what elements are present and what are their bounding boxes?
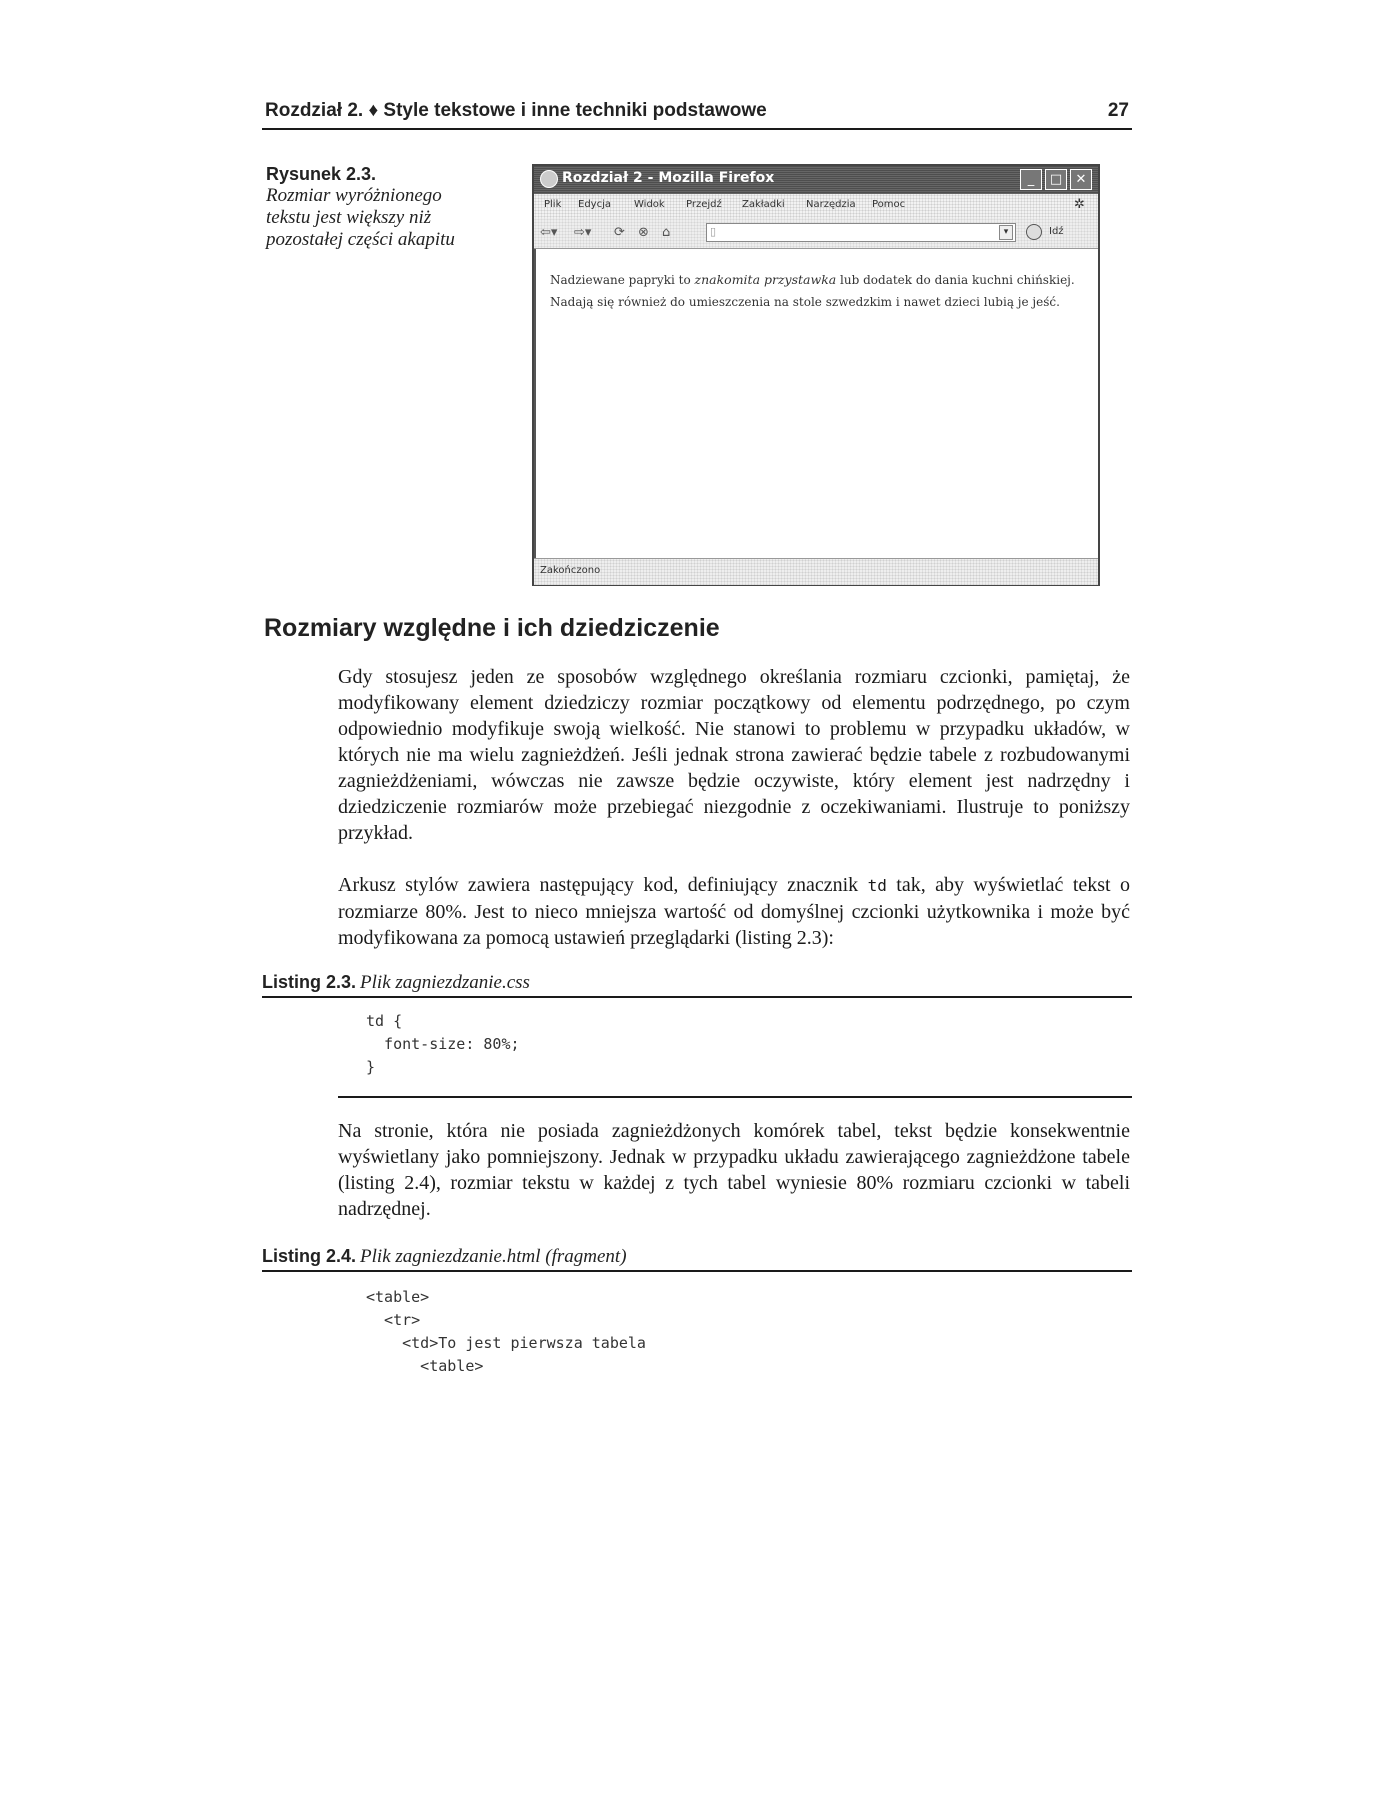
running-header [262,98,1132,130]
browser-titlebar [534,166,1098,194]
window-title: Rozdział 2 - Mozilla Firefox [562,170,775,186]
listing-title: Plik zagniezdzanie.html (fragment) [360,1246,627,1267]
home-icon[interactable]: ⌂ [662,225,671,240]
listing-end-rule [338,1096,1132,1098]
listing-2-4-caption [262,1246,1132,1272]
listing-2-3-code: td { font-size: 80%; } [366,1012,520,1076]
browser-toolbar [534,218,1098,249]
browser-content [534,249,1098,558]
browser-statusbar [534,558,1098,585]
menu-item-pomoc[interactable]: Pomoc [872,199,906,210]
browser-paragraph: Nadziewane papryki to znakomita przystawka lub dodatek do dania kuchni chińskiej. Nadają się również do umieszczenia na stole szwedzkim i nawet dzieci lubią je jeść. [550,272,1075,309]
figure-description: Rozmiar wyróżnionego tekstu jest większy niż pozostałej części akapitu [266,185,455,250]
menu-item-widok[interactable]: Widok [634,199,665,210]
figure-caption [266,164,486,251]
inline-code: td [867,876,887,895]
go-button[interactable]: Idź [1049,226,1064,237]
paragraph-3: Na stronie, która nie posiada zagnieżdżonych komórek tabel, tekst będzie konsekwentnie wyświetlany jako pomniejszony. Jednak w przypadku układu zawierającego zagnieżdżone tabele (listing 2.4), rozmiar tekstu w każdej z tych tabel wyniesie 80% rozmiaru czcionki w tabeli nadrzędnej. [338,1120,1130,1220]
listing-number: Listing 2.4. [262,1246,357,1266]
menu-item-edycja[interactable]: Edycja [578,199,611,210]
address-input[interactable] [706,223,1016,242]
listing-title: Plik zagniezdzanie.css [360,972,530,993]
browser-window [532,164,1100,586]
listing-2-4-code: <table> <tr> <td>To jest pierwsza tabela <table> [366,1288,646,1375]
back-icon[interactable]: ⇦▾ [540,225,558,240]
minimize-icon[interactable]: _ [1020,169,1042,190]
stop-icon[interactable]: ⊗ [638,225,649,240]
listing-number: Listing 2.3. [262,972,357,992]
paragraph-1: Gdy stosujesz jeden ze sposobów względnego określania rozmiaru czcionki, pamiętaj, że modyfikowany element dziedziczy rozmiar początkowy od elementu podrzędnego, po czym odpowiednio modyfikuje swoją wielkość. Nie stanowi to problemu w przypadku układów, w których nie ma wielu zagnieżdżeń. Jeśli jednak strona zawierać będzie tabele z rozbudowanymi zagnieżdżeniami, wówczas nie zawsze będzie oczywiste, który element jest nadrzędny i dziedziczenie rozmiarów może przebiegać niezgodnie z oczekiwaniami. Ilustruje to poniższy przykład. [338,666,1130,844]
close-icon[interactable]: ✕ [1070,169,1092,190]
throbber-icon: ✲ [1074,197,1085,212]
menu-item-zakladki[interactable]: Zakładki [742,199,785,210]
go-icon[interactable] [1026,224,1042,240]
address-dropdown-icon[interactable]: ▾ [999,225,1013,240]
status-text: Zakończono [540,565,601,576]
menu-item-przejdz[interactable]: Przejdź [686,199,722,210]
listing-2-3-caption [262,972,1132,998]
menu-item-narzedzia[interactable]: Narzędzia [806,199,856,210]
reload-icon[interactable]: ⟳ [614,225,625,240]
figure-number: Rysunek 2.3. [266,164,377,184]
menu-item-plik[interactable]: Plik [544,199,562,210]
emphasized-text: znakomita przystawka [694,272,837,287]
paragraph-2: Arkusz stylów zawiera następujący kod, definiujący znacznik td tak, aby wyświetlać tekst o rozmiarze 80%. Jest to nieco mniejsza wartość od domyślnej czcionki użytkownika i może być modyfikowana za pomocą ustawień przeglądarki (listing 2.3): [338,874,1130,949]
firefox-icon [540,170,558,188]
maximize-icon[interactable]: □ [1045,169,1067,190]
page-number: 27 [1107,100,1129,121]
page-icon: ▯ [710,225,717,238]
browser-menubar [534,194,1098,219]
section-heading: Rozmiary względne i ich dziedziczenie [264,614,720,642]
forward-icon[interactable]: ⇨▾ [574,225,592,240]
chapter-title: Rozdział 2. ♦ Style tekstowe i inne techniki podstawowe [265,100,767,121]
